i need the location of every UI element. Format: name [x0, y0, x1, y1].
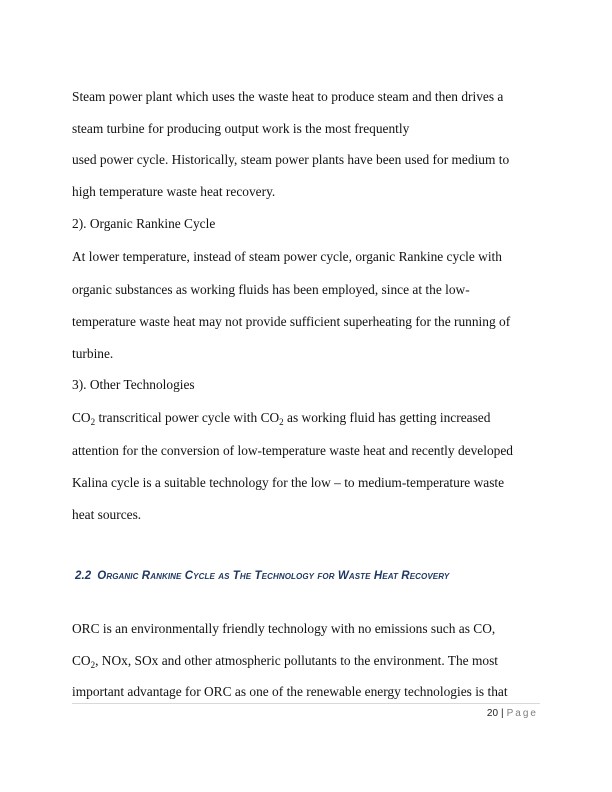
section-heading: [75, 570, 449, 582]
subscript: 2: [90, 660, 96, 670]
text-segment: as working fluid has getting increased: [283, 410, 491, 425]
text-segment: , NOx, SOx and other atmospheric pollutants to the environment. The most: [95, 653, 499, 668]
paragraph-line-co2: [72, 410, 490, 426]
paragraph-line: ORC is an environmentally friendly technology with no emissions such as CO,: [72, 621, 496, 636]
paragraph-line-co2: [72, 653, 498, 669]
paragraph-line: steam turbine for producing output work is the most frequently: [72, 121, 410, 136]
text-segment: CO: [72, 653, 91, 668]
subsection-label: 2). Organic Rankine Cycle: [72, 216, 216, 231]
paragraph-line: organic substances as working fluids has been employed, since at the low-: [72, 282, 470, 297]
page-label: Page: [506, 708, 538, 719]
paragraph-line: temperature waste heat may not provide sufficient superheating for the running of: [72, 314, 511, 329]
page-number: 20: [486, 708, 499, 719]
section-title: Organic Rankine Cycle as The Technology for Waste Heat Recovery: [97, 570, 450, 582]
page-footer: [487, 708, 538, 719]
paragraph-line: heat sources.: [72, 507, 142, 522]
paragraph-line: attention for the conversion of low-temperature waste heat and recently developed: [72, 443, 513, 458]
paragraph-line: At lower temperature, instead of steam power cycle, organic Rankine cycle with: [72, 249, 502, 264]
subsection-label: 3). Other Technologies: [72, 377, 195, 392]
footer-separator: |: [501, 708, 504, 719]
subscript: 2: [90, 417, 96, 427]
text-segment: CO: [72, 410, 91, 425]
paragraph-line: turbine.: [72, 346, 114, 361]
section-number: 2.2: [75, 570, 92, 582]
paragraph-line: used power cycle. Historically, steam power plants have been used for medium to: [72, 152, 510, 167]
subscript: 2: [279, 417, 284, 427]
footer-divider: [72, 703, 540, 704]
paragraph-line: high temperature waste heat recovery.: [72, 184, 276, 199]
paragraph-line: important advantage for ORC as one of the renewable energy technologies is that: [72, 684, 508, 699]
paragraph-line: Steam power plant which uses the waste heat to produce steam and then drives a: [72, 89, 504, 104]
paragraph-line: Kalina cycle is a suitable technology for the low – to medium-temperature waste: [72, 475, 505, 490]
text-segment: transcritical power cycle with CO: [95, 410, 280, 425]
